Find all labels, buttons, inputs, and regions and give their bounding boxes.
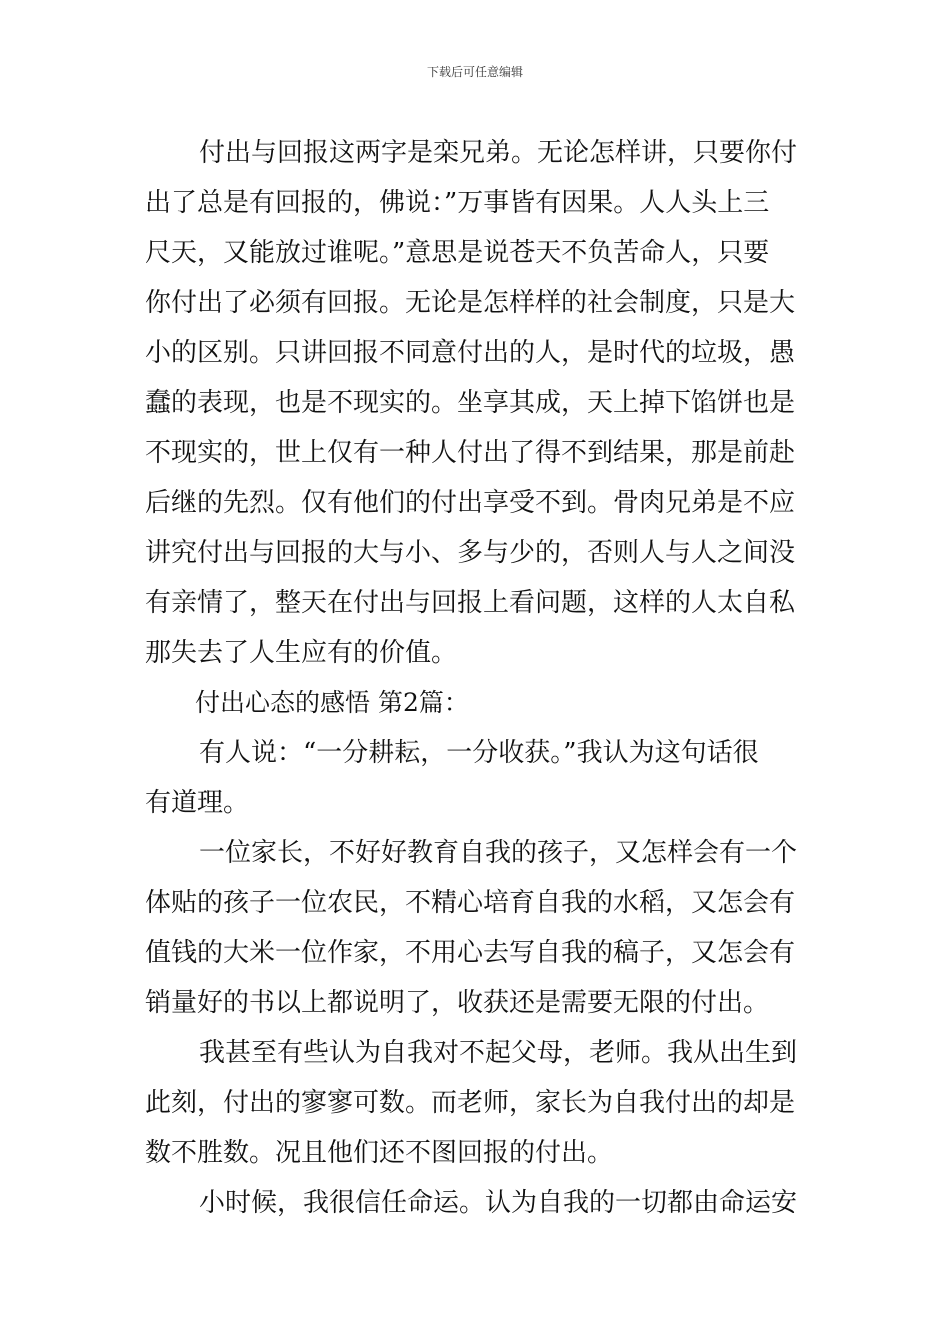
text-line: 小的区别。只讲回报不同意付出的人，是时代的垃圾，愚 xyxy=(145,338,796,368)
text-line: 有道理。 xyxy=(145,788,250,818)
text-line: 数不胜数。况且他们还不图回报的付出。 xyxy=(145,1138,614,1168)
text-line: 付出与回报这两字是栾兄弟。无论怎样讲，只要你付 xyxy=(199,138,798,168)
text-line: 小时候，我很信任命运。认为自我的一切都由命运安 xyxy=(199,1188,798,1218)
text-line: 出了总是有回报的，佛说：”万事皆有因果。人人头上三 xyxy=(145,188,770,218)
text-line: 一位家长，不好好教育自我的孩子，又怎样会有一个 xyxy=(199,838,798,868)
text-line: 有人说：“一分耕耘，一分收获。”我认为这句话很 xyxy=(199,738,759,768)
text-line: 体贴的孩子一位农民，不精心培育自我的水稻，又怎会有 xyxy=(145,888,796,918)
text-line: 蠢的表现，也是不现实的。坐享其成，天上掉下馅饼也是 xyxy=(145,388,796,418)
section-heading: 付出心态的感悟 第2篇： xyxy=(195,688,469,717)
text-line: 尺天，又能放过谁呢。”意思是说苍天不负苦命人，只要 xyxy=(145,238,770,268)
page-header: 下载后可任意编辑 xyxy=(426,65,523,79)
text-line: 那失去了人生应有的价值。 xyxy=(145,638,458,668)
text-line: 值钱的大米一位作家，不用心去写自我的稿子，又怎会有 xyxy=(145,938,796,968)
text-line: 后继的先烈。仅有他们的付出享受不到。骨肉兄弟是不应 xyxy=(145,488,796,518)
text-line: 不现实的，世上仅有一种人付出了得不到结果，那是前赴 xyxy=(145,438,796,468)
text-line: 你付出了必须有回报。无论是怎样样的社会制度，只是大 xyxy=(145,288,796,318)
text-line: 有亲情了，整天在付出与回报上看问题，这样的人太自私 xyxy=(145,588,796,618)
text-line: 讲究付出与回报的大与小、多与少的，否则人与人之间没 xyxy=(145,538,796,568)
text-line: 销量好的书以上都说明了，收获还是需要无限的付出。 xyxy=(145,988,770,1018)
text-line: 我甚至有些认为自我对不起父母，老师。我从出生到 xyxy=(199,1038,798,1068)
text-line: 此刻，付出的寥寥可数。而老师，家长为自我付出的却是 xyxy=(145,1088,796,1118)
document-body xyxy=(145,128,810,1228)
